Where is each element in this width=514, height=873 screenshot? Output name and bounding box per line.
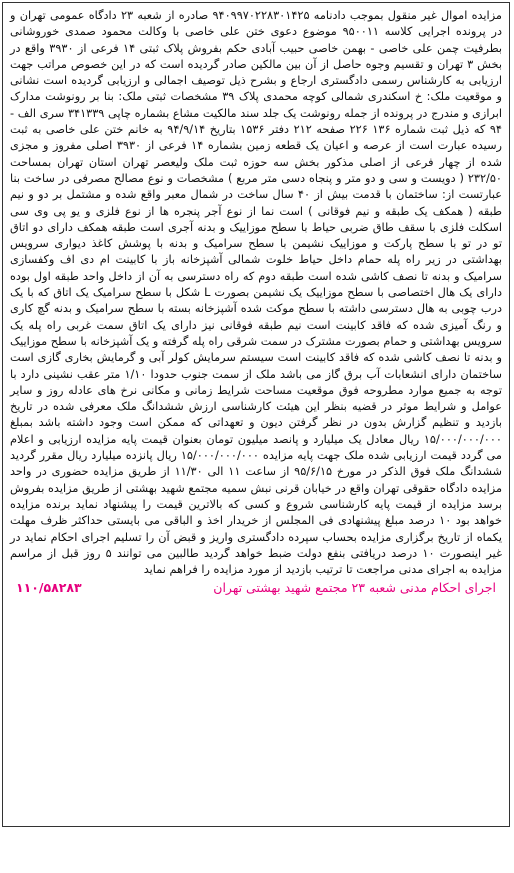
notice-body: مزایده اموال غیر منقول بموجب دادنامه ۹۴۰۹۹۷۰۲۲۸۳۰۱۴۲۵ صادره از شعبه ۲۳ دادگاه عمومی تهران و در پرونده اجرایی کلاسه ۹۵۰۰۱۱ موضوع دعوی ختن علی خاصی با وکالت محمود صمدی خوروشانی بطرفیت چمن علی خاصی - بهمن خاصی حبیب آبادی حکم بفروش پلاک ثبتی ۱۴ فرعی از ۳۹۳۰ واقع در بخش ۳ تهران و تقسیم وجوه حاصل از آن بین مالکین صادر گردیده است که در این خصوص مراتب جهت ارزیابی به کارشناس رسمی دادگستری ارجاع و بشرح ذیل توصیف اجمالی و ارزیابی گردیده است نشانی و موقعیت ملک: خ اسکندری شمالی کوچه محمدی پلاک ۳۹ مشخصات ثبتی ملک: بنا بر رونوشت مدارک ابرازی و مندرج در پرونده از جمله رونوشت یک جلد سند مالکیت مشاع بشماره چاپی ۳۴۱۳۳۹ سری الف - ۹۴ که ذیل ثبت شماره ۱۳۶ ۲۲۶ صفحه ۲۱۲ دفتر ۱۵۳۶ بتاریخ ۹۴/۹/۱۴ به خانم ختن علی خاصی به ثبت رسیده عبارت است از عرصه و اعیان یک قطعه زمین بشماره ۱۴ فرعی از ۳۹۳۰ اصلی مفروز و مجزی شده از چهار فرعی از اصلی مذکور بخش سه حوزه ثبت ملک ولیعصر تهران استان تهران بمساحت ۲۳۲/۵۰ ( دویست و سی و دو متر و پنجاه دسی متر مربع ) مشخصات و نوع مصالح مصرفی در ساخت بنا عبارتست از: ساختمان با قدمت بیش از ۴۰ سال ساخت در شمال معبر واقع شده و مشتمل بر دو و نیم طبقه ( همکف یک طبقه و نیم فوقانی ) است نما از نوع آجر پنجره ها از نوع فلزی و یو پی وی سی اسکلت فلزی با سقف طاق ضربی حیاط با سطح موزاییک و بدنه آجری است طبقه همکف دارای دو اتاق تو در تو با سطح پارکت و موزاییک نشیمن با سطح سرامیک و بدنه با پوشش کاغذ دیواری سرویس بهداشتی در زیر راه پله حمام داخل حیاط خلوت شمالی آشپزخانه باز با کابینت ام دی اف وکفسازی سرامیک و بدنه تا نصف کاشی شده است طبقه دوم که راه دسترسی به آن از داخل واحد طبقه اول بوده دارای یک هال اختصاصی با سطح موزاییک یک نشیمن بصورت L شکل با سطح سرامیک یک اتاق که با یک درب چوبی به هال دسترسی داشته با سطح موکت شده آشپزخانه بسته با سطح سرامیک و بدنه گچ کاری و رنگ آمیزی شده که فاقد کابینت است نیم طبقه فوقانی نیز دارای یک اتاق سمت غربی راه پله یک سرویس بهداشتی و حمام بصورت مشترک در سمت شرقی راه پله گرفته و یک آشپزخانه با سطح موزاییک و بدنه تا نصف کاشی شده که فاقد کابینت است سیستم سرمایش کولر آبی و گرمایش بخاری گازی است ساختمان دارای انشعابات آب برق گاز می باشد ملک از سمت جنوب حدودا ۱/۱۰ متر عقب نشینی دارد با توجه به جمیع موارد مطروحه فوق موقعیت مساحت شرایط زمانی و مکانی نرخ های عادله روز و سایر عوامل و شرایط موثر در قضیه بنظر این هیئت کارشناسی ارزش ششدانگ ملک معرفی شده در تاریخ بازدید و تنظیم گزارش بدون در نظر گرفتن دیون و تعهداتی که ممکن است وجود داشته باشد بمبلغ ۱۵/۰۰۰/۰۰۰/۰۰۰ ریال معادل یک میلیارد و پانصد میلیون تومان بعنوان قیمت پایه مزایده ارزیابی و اعلام می گردد قیمت ارزیابی شده ملک جهت پایه مزایده ۱۵/۰۰۰/۰۰۰/۰۰۰ ریال پانزده میلیارد ریال مقرر گردید ششدانگ ملک فوق الذکر در مورخ ۹۵/۶/۱۵ از ساعت ۱۱ الی ۱۱/۳۰ از طریق مزایده حضوری در واحد مزایده دادگاه حقوقی تهران واقع در خیابان قرنی نبش سمیه مجتمع شهید بهشتی از طریق مزایده بفروش برسد مزایده از قیمت پایه کارشناسی شروع و کسی که بالاترین قیمت را پیشنهاد نماید برنده مزایده خواهد بود ۱۰ درصد مبلغ پیشنهادی فی المجلس از خریدار اخذ و الباقی می بایستی حداکثر ظرف مهلت یکماه از تاریخ برگزاری مزایده بحساب سپرده دادگستری واریز و قبض آن را تسلیم اجرای احکام نماید در غیر اینصورت ۱۰ درصد دریافتی بنفع دولت ضبط خواهد گردید طالبین می توانند ۵ روز قبل از مراسم مزایده به اجرای مدنی مراجعت تا ترتیب بازدید از مورد مزایده را فراهم نماید bbox=[10, 9, 503, 577]
footer-issuer: اجرای احکام مدنی شعبه ۲۳ مجتمع شهید بهشتی تهران bbox=[213, 580, 496, 596]
notice-footer bbox=[10, 580, 502, 595]
footer-code: ۱۱۰/۵۸۲۸۳ bbox=[16, 580, 82, 596]
auction-notice bbox=[2, 2, 510, 827]
